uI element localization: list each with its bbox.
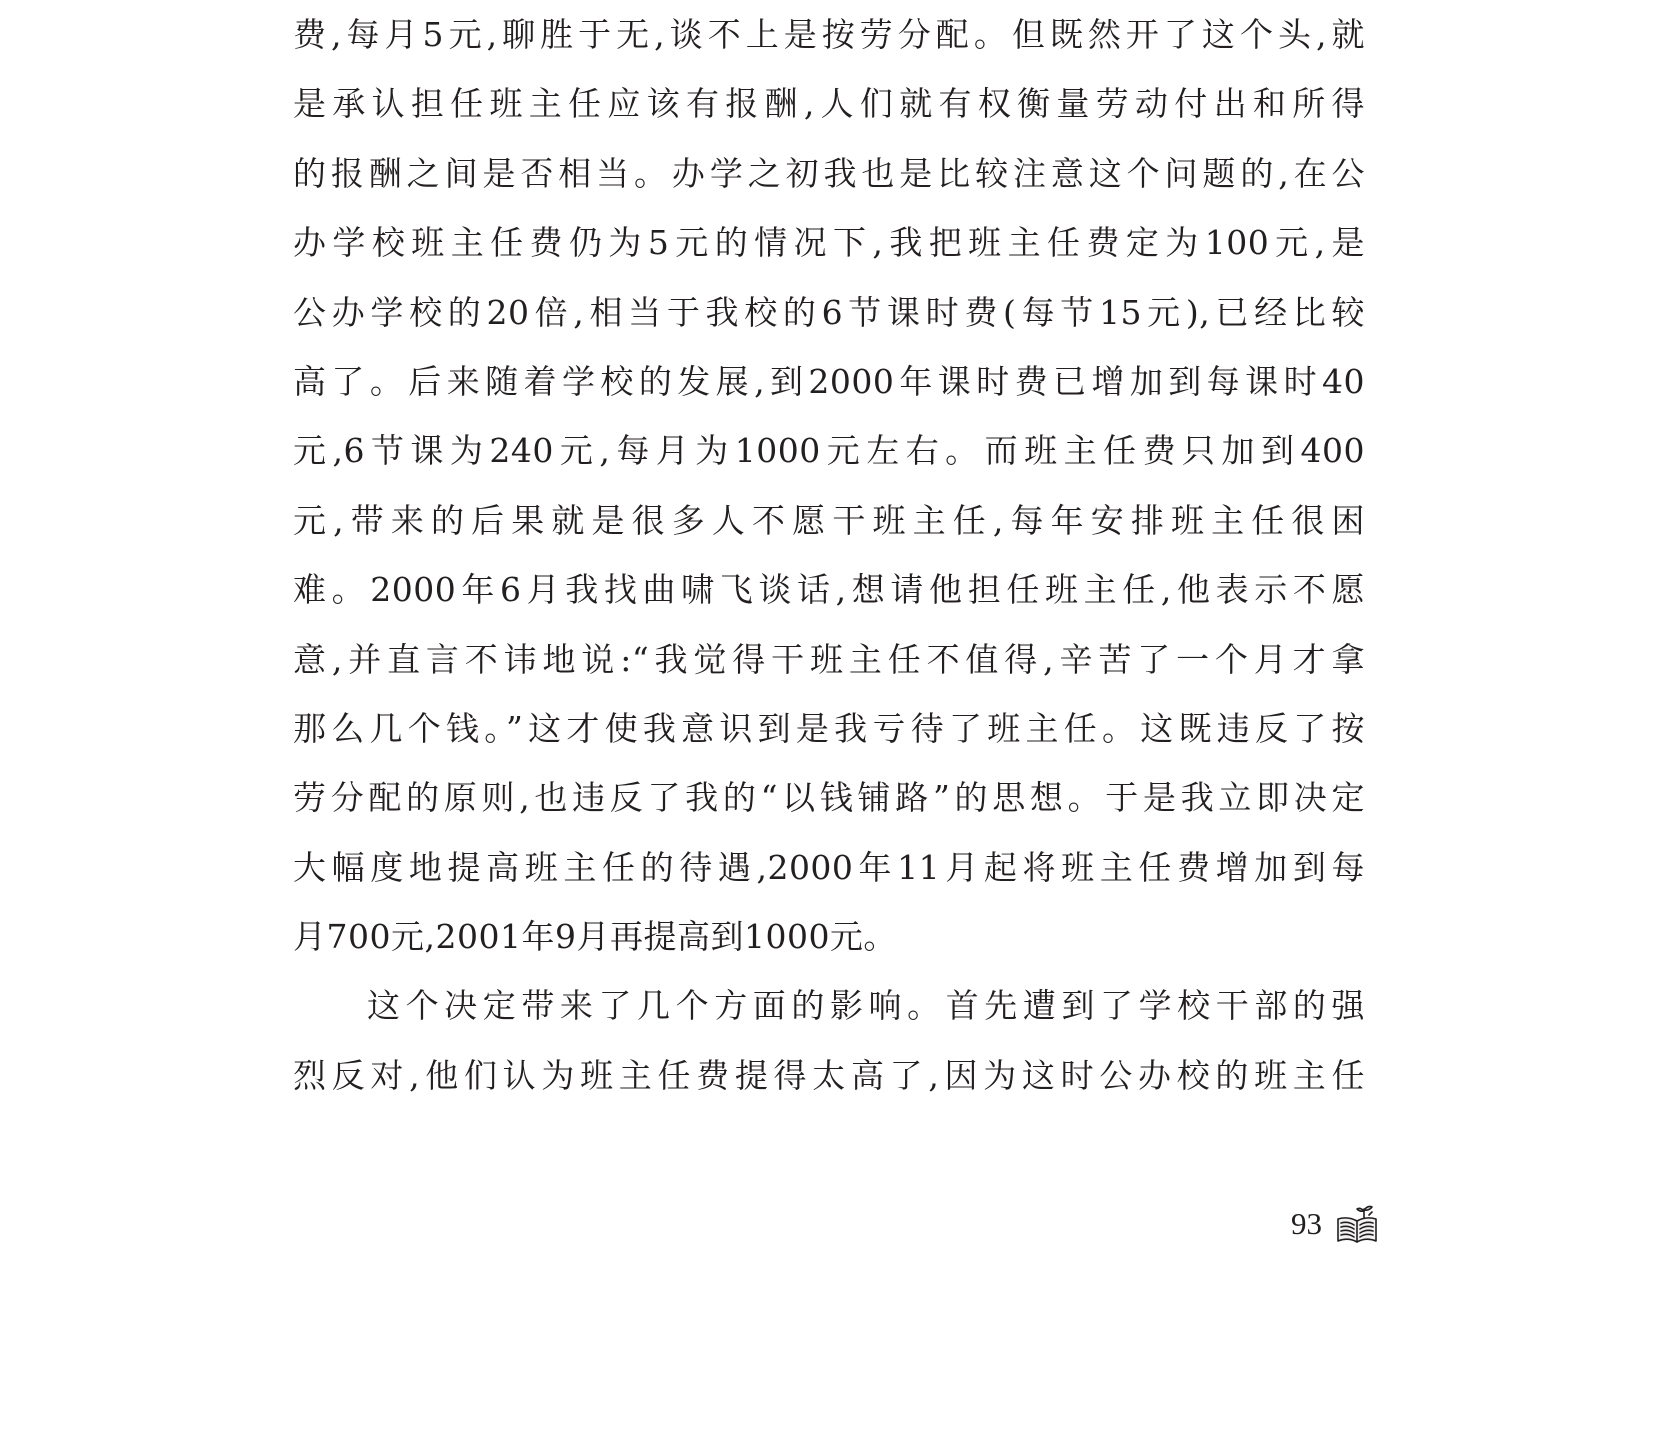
text-line: 高了。后来随着学校的发展,到2000年课时费已增加到每课时40 [293, 361, 1365, 401]
text-line: 大幅度地提高班主任的待遇,2000年11月起将班主任费增加到每 [293, 847, 1365, 887]
paragraph-2 [293, 971, 1365, 1110]
text-line: 的报酬之间是否相当。办学之初我也是比较注意这个问题的,在公 [293, 153, 1365, 193]
body-text [293, 0, 1365, 1110]
text-line: 元,6节课为240元,每月为1000元左右。而班主任费只加到400 [293, 431, 1365, 471]
text-line: 这个决定带来了几个方面的影响。首先遭到了学校干部的强 [367, 986, 1365, 1026]
text-line: 办学校班主任费仍为5元的情况下,我把班主任费定为100元,是 [293, 223, 1365, 263]
text-line: 月700元,2001年9月再提高到1000元。 [293, 917, 897, 957]
text-line: 元,带来的后果就是很多人不愿干班主任,每年安排班主任很困 [293, 500, 1365, 540]
text-line: 那么几个钱。”这才使我意识到是我亏待了班主任。这既违反了按 [293, 708, 1365, 748]
paragraph-1 [293, 0, 1365, 971]
text-line: 劳分配的原则,也违反了我的“以钱铺路”的思想。于是我立即决定 [293, 778, 1365, 818]
text-line: 是承认担任班主任应该有报酬,人们就有权衡量劳动付出和所得 [293, 84, 1365, 124]
page-number: 93 [1291, 1206, 1322, 1241]
open-book-icon [1334, 1201, 1380, 1247]
text-line: 烈反对,他们认为班主任费提得太高了,因为这时公办校的班主任 [293, 1055, 1365, 1095]
page-footer [1250, 1198, 1380, 1250]
text-line: 费,每月5元,聊胜于无,谈不上是按劳分配。但既然开了这个头,就 [293, 15, 1365, 54]
text-line: 难。2000年6月我找曲啸飞谈话,想请他担任班主任,他表示不愿 [293, 570, 1365, 610]
text-line: 意,并直言不讳地说:“我觉得干班主任不值得,辛苦了一个月才拿 [293, 639, 1365, 679]
text-line: 公办学校的20倍,相当于我校的6节课时费(每节15元),已经比较 [293, 292, 1365, 332]
